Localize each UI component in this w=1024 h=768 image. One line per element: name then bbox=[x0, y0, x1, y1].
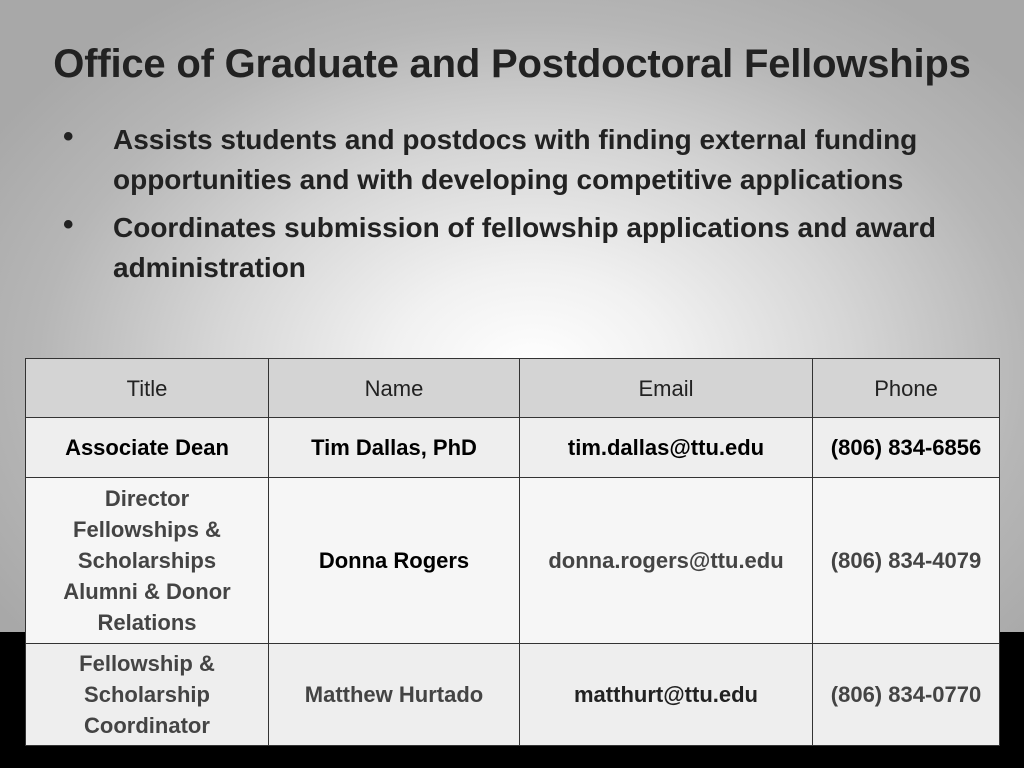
cell-title bbox=[26, 418, 269, 478]
cell-title-line: Relations bbox=[97, 610, 197, 635]
cell-title-line: Associate Dean bbox=[65, 435, 229, 460]
cell-name: Matthew Hurtado bbox=[269, 644, 520, 746]
cell-title-line: Scholarship bbox=[84, 682, 210, 707]
table-header-row bbox=[26, 359, 1000, 418]
cell-title-line: Coordinator bbox=[84, 713, 210, 738]
table-row bbox=[26, 418, 1000, 478]
bullet-list bbox=[60, 120, 960, 296]
cell-title-line: Fellowship & bbox=[79, 651, 215, 676]
cell-title-line: Director bbox=[104, 486, 190, 511]
cell-email[interactable]: tim.dallas@ttu.edu bbox=[520, 418, 813, 478]
bullet-text: Assists students and postdocs with finding external funding opportunities and with developing competitive applications bbox=[113, 124, 918, 195]
bullet-dot-icon: • bbox=[63, 120, 74, 153]
cell-title-line: Scholarships bbox=[77, 548, 217, 573]
bullet-dot-icon: • bbox=[63, 208, 74, 241]
cell-title bbox=[26, 478, 269, 644]
bullet-item bbox=[60, 208, 960, 288]
header-email: Email bbox=[520, 359, 813, 418]
cell-title bbox=[26, 644, 269, 746]
table-row bbox=[26, 478, 1000, 644]
header-phone: Phone bbox=[813, 359, 1000, 418]
contact-table bbox=[25, 358, 1000, 746]
cell-phone: (806) 834-4079 bbox=[813, 478, 1000, 644]
cell-name: Tim Dallas, PhD bbox=[269, 418, 520, 478]
cell-phone: (806) 834-0770 bbox=[813, 644, 1000, 746]
cell-email[interactable]: donna.rogers@ttu.edu bbox=[520, 478, 813, 644]
cell-email[interactable]: matthurt@ttu.edu bbox=[520, 644, 813, 746]
table-row bbox=[26, 644, 1000, 746]
cell-title-line: Alumni & Donor bbox=[63, 579, 231, 604]
cell-name: Donna Rogers bbox=[269, 478, 520, 644]
bullet-text: Coordinates submission of fellowship applications and award administration bbox=[113, 212, 937, 283]
bullet-item bbox=[60, 120, 960, 200]
cell-phone: (806) 834-6856 bbox=[813, 418, 1000, 478]
slide-title: Office of Graduate and Postdoctoral Fellowships bbox=[53, 42, 971, 86]
header-title: Title bbox=[26, 359, 269, 418]
cell-title-line: Fellowships & bbox=[73, 517, 221, 542]
header-name: Name bbox=[269, 359, 520, 418]
